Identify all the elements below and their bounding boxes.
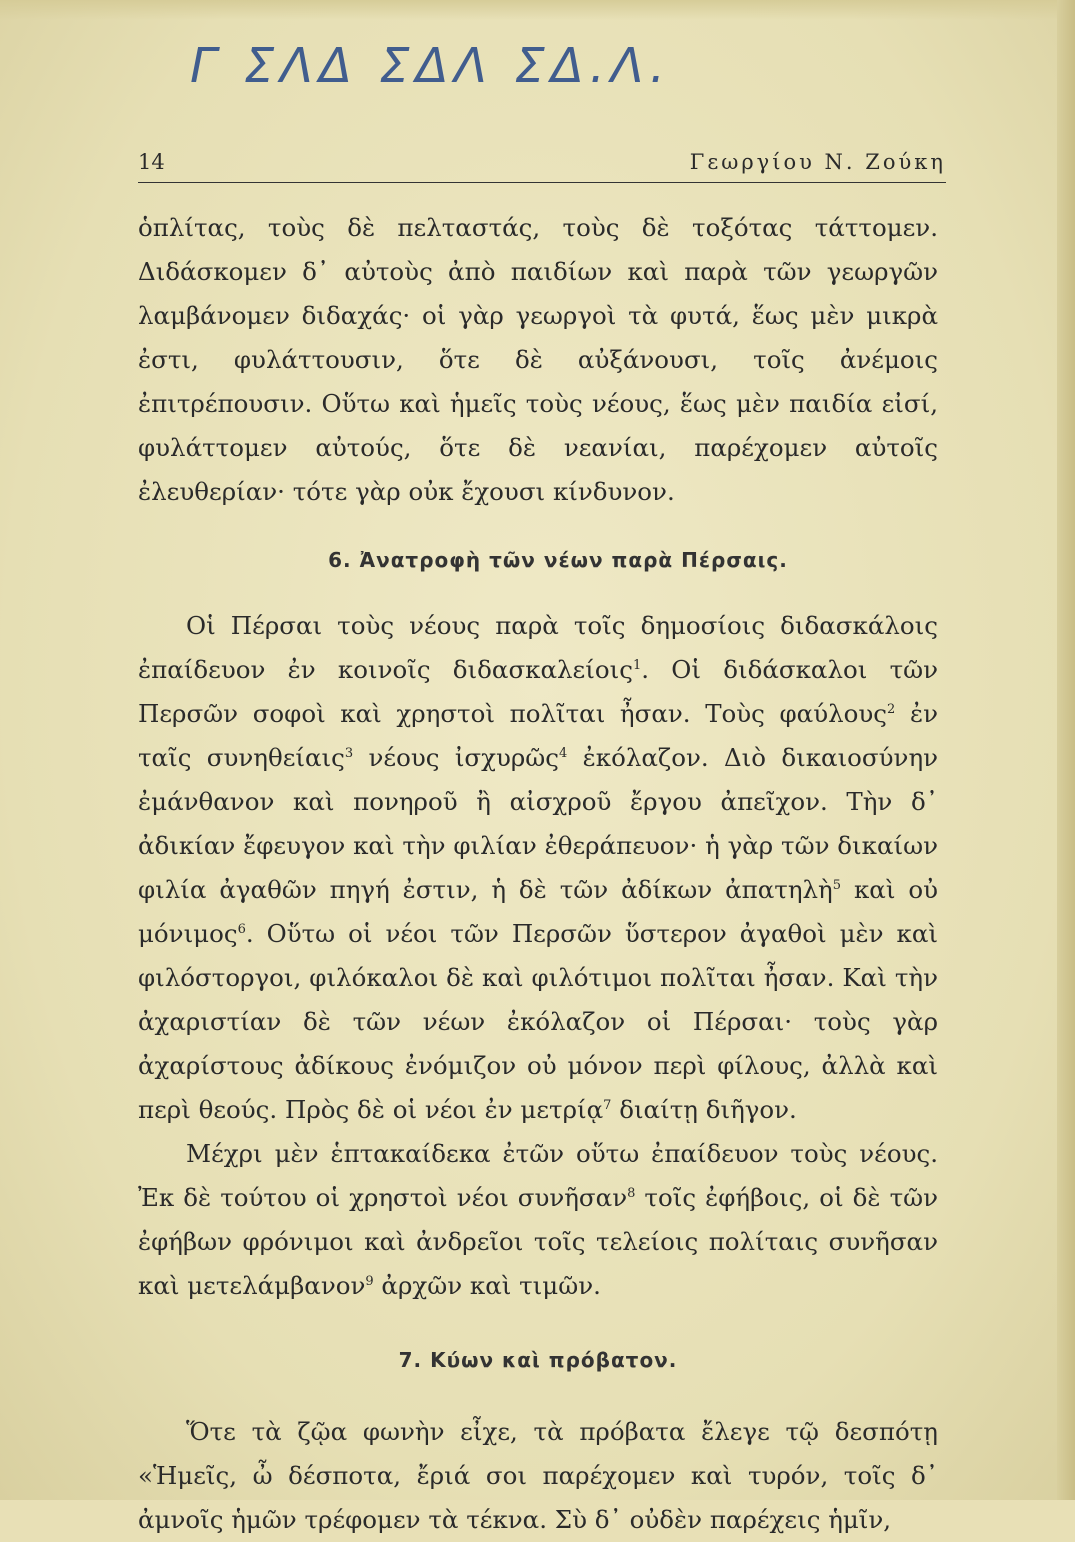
page-top-edge: [0, 0, 1075, 20]
footnote-marker: 5: [832, 877, 842, 893]
page-header: [138, 148, 946, 183]
text-run: . Οἱ διδάσκαλοι τῶν Περσῶν σοφοὶ καὶ χρηστοὶ πολῖται ἦσαν. Τοὺς φαύλους: [138, 655, 938, 728]
section-7-paragraph-1: Ὅτε τὰ ζῷα φωνὴν εἶχε, τὰ πρόβατα ἔλεγε τῷ δεσπότῃ «Ἡμεῖς, ὦ δέσποτα, ἔριά σοι παρέχομεν καὶ τυρόν, τοῖς δ᾽ ἀμνοῖς ἡμῶν τρέφομεν τὰ τέκνα. Σὺ δ᾽ οὐδὲν παρέχεις ἡμῖν,: [138, 1417, 938, 1534]
section-7-heading: 7. Κύων καὶ πρόβατον.: [398, 1348, 678, 1372]
text-run: ἐν ταῖς συνηθείαις: [138, 699, 938, 772]
section-6-paragraph-1: [138, 604, 938, 1132]
text-run: . Οὕτω οἱ νέοι τῶν Περσῶν ὕστερον ἀγαθοὶ μὲν καὶ φιλόστοργοι, φιλόκαλοι δὲ καὶ φιλότιμοι πολῖται ἦσαν. Καὶ τὴν ἀχαριστίαν δὲ τῶν νέων ἐκόλαζον οἱ Πέρσαι· τοὺς γὰρ ἀχαρίστους ἀδίκους ἐνόμιζον οὐ μόνον περὶ φίλους, ἀλλὰ καὶ περὶ θεούς. Πρὸς δὲ οἱ νέοι ἐν μετρίᾳ: [138, 919, 938, 1124]
text-run: διαίτῃ διῆγον.: [611, 1095, 797, 1124]
text-run: Μέχρι μὲν ἑπτακαίδεκα ἐτῶν οὕτω ἐπαίδευον τοὺς νέους. Ἐκ δὲ τούτου οἱ χρηστοὶ νέοι συνῆσαν: [138, 1139, 938, 1212]
footnote-marker: 2: [887, 701, 896, 717]
footnote-marker: 3: [344, 745, 354, 761]
footnote-marker: 6: [237, 921, 246, 937]
footnote-marker: 9: [365, 1273, 374, 1289]
running-head: Γεωργίου Ν. Ζούκη: [689, 150, 946, 174]
footnote-marker: 7: [603, 1097, 612, 1113]
text-run: καὶ οὐ μόνιμος: [138, 875, 938, 948]
page-right-edge: [1057, 0, 1075, 1500]
footnote-marker: 4: [559, 745, 568, 761]
page-number: 14: [138, 150, 165, 174]
text-run: ἐκόλαζον. Διὸ δικαιοσύνην ἐμάνθανον καὶ πονηροῦ ἢ αἰσχροῦ ἔργου ἀπεῖχον. Τὴν δ᾽ ἀδικίαν ἔφευγον καὶ τὴν φιλίαν ἐθεράπευον· ἡ γὰρ τῶν δικαίων φιλία ἀγαθῶν πηγή ἐστιν, ἡ δὲ τῶν ἀδίκων ἀπατηλὴ: [138, 743, 939, 904]
text-run: ἀρχῶν καὶ τιμῶν.: [373, 1271, 601, 1300]
intro-paragraph: ὁπλίτας, τοὺς δὲ πελταστάς, τοὺς δὲ τοξότας τάττομεν. Διδάσκομεν δ᾽ αὐτοὺς ἀπὸ παιδίων καὶ παρὰ τῶν γεωργῶν λαμβάνομεν διδαχάς· οἱ γὰρ γεωργοὶ τὰ φυτά, ἕως μὲν μικρὰ ἐστι, φυλάττουσιν, ὅτε δὲ αὐξάνουσι, τοῖς ἀνέμοις ἐπιτρέπουσιν. Οὕτω καὶ ἡμεῖς τοὺς νέους, ἕως μὲν παιδία εἰσί, φυλάττομεν αὐτούς, ὅτε δὲ νεανίαι, παρέχομεν αὐτοῖς ἐλευθερίαν· τότε γὰρ οὐκ ἔχουσι κίνδυνον.: [138, 213, 938, 506]
handwritten-note: Γ ΣΛΔ ΣΔΛ ΣΔ.Λ.: [190, 38, 672, 94]
text-run: νέους ἰσχυρῶς: [353, 743, 559, 772]
footnote-marker: 8: [627, 1185, 636, 1201]
text-run: Οἱ Πέρσαι τοὺς νέους παρὰ τοῖς δημοσίοις διδασκάλοις ἐπαίδευον ἐν κοινοῖς διδασκαλείοις: [138, 611, 938, 684]
section-6-paragraph-2: [138, 1132, 938, 1308]
text-run: τοῖς ἐφήβοις, οἱ δὲ τῶν ἐφήβων φρόνιμοι καὶ ἀνδρεῖοι τοῖς τελείοις πολίταις συνῆσαν καὶ μετελάμβανον: [138, 1183, 938, 1300]
section-6-heading: 6. Ἀνατροφὴ τῶν νέων παρὰ Πέρσαις.: [328, 548, 788, 572]
footnote-marker: 1: [632, 657, 642, 673]
body-text: [138, 206, 938, 1542]
